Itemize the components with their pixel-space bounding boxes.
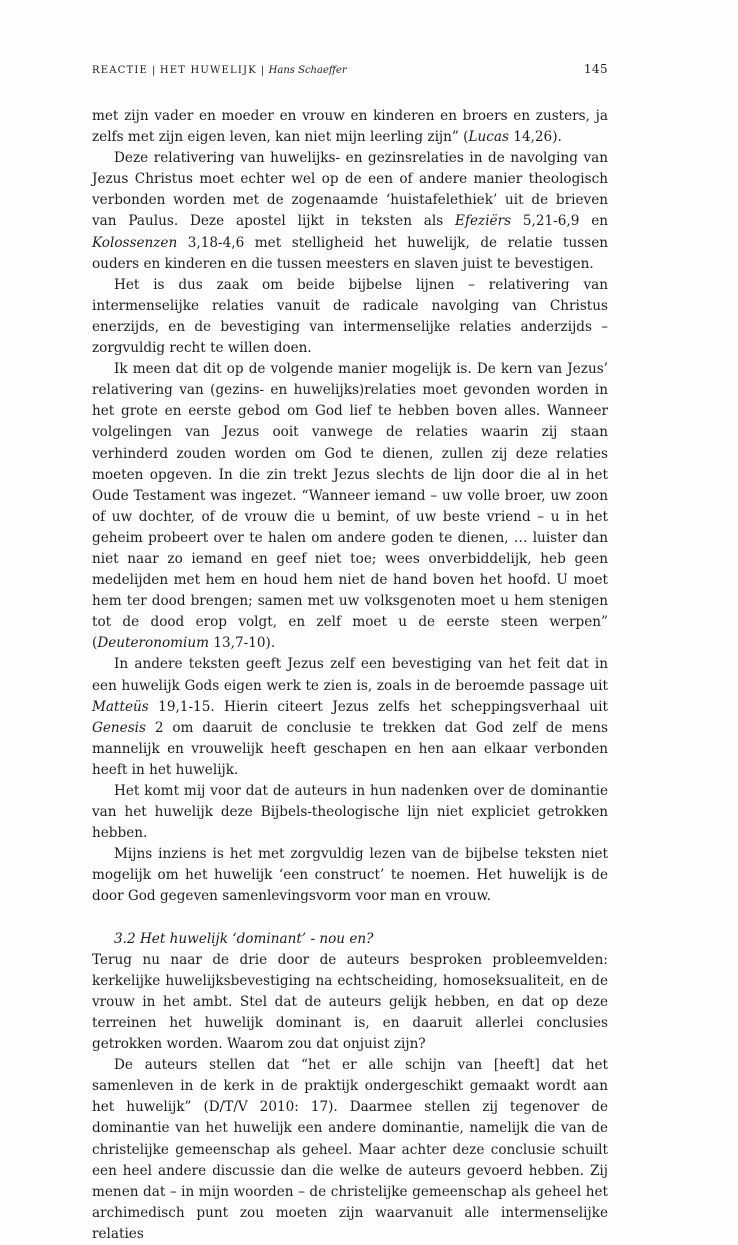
scripture-reference: Genesis bbox=[92, 719, 147, 736]
section-label: REACTIE bbox=[92, 65, 149, 76]
separator: | bbox=[260, 65, 265, 76]
scripture-reference: Efeziërs bbox=[455, 213, 512, 230]
scripture-reference: Kolossenzen bbox=[92, 234, 178, 251]
scripture-reference: Lucas bbox=[468, 129, 509, 146]
scripture-reference: Matteüs bbox=[92, 698, 149, 715]
separator: | bbox=[152, 65, 156, 76]
section-heading: 3.2 Het huwelijk ‘dominant’ - nou en? bbox=[114, 930, 374, 947]
paragraph: Deze relativering van huwelijks- en gezinsrelaties in de navolging van Jezus Christus moet echter wel op de een of andere manier theologisch verbonden worden met de zogenaamde ‘huistafelethiek’ uit de brieven van Paulus. Deze apostel lijkt in teksten als Efeziërs 5,21-6,9 en Kolossenzen 3,18-4,6 met stelligheid het huwelijk, de relatie tussen ouders en kinderen en die tussen meesters en slaven juist te bevestigen. bbox=[92, 150, 609, 272]
paragraph: Mijns inziens is het met zorgvuldig lezen van de bijbelse teksten niet mogelijk om het huwelijk ‘een construct’ te noemen. Het huwelijk is de door God gegeven samenlevingsvorm voor man en vrouw. bbox=[92, 846, 608, 905]
paragraph: Terug nu naar de drie door de auteurs besproken probleemvelden: kerkelijke huwelijksbevestiging na echtscheiding, homoseksualiteit, en de vrouw in het ambt. Stel dat de auteurs gelijk hebben, en dat op deze terreinen het huwelijk dominant is, en daaruit allerlei conclusies getrokken worden. Waarom zou dat onjuist zijn? bbox=[92, 951, 608, 1053]
topic-label: HET HUWELIJK bbox=[159, 65, 257, 76]
page-number: 145 bbox=[583, 62, 608, 76]
paragraph: Het is dus zaak om beide bijbelse lijnen – relativering van intermenselijke relaties vanuit de radicale navolging van Christus enerzijds, en de bevestiging van intermenselijke relaties anderzijds – zorgvuldig recht te willen doen. bbox=[92, 276, 608, 357]
paragraph: Het komt mij voor dat de auteurs in hun nadenken over de dominantie van het huwelijk deze Bijbels-theologische lijn niet expliciet getrokken hebben. bbox=[92, 783, 608, 842]
author-name: Hans Schaeffer bbox=[268, 65, 347, 76]
paragraph: Ik meen dat dit op de volgende manier mogelijk is. De kern van Jezus’ relativering van (gezins- en huwelijks)relaties moet gevonden worden in het grote en eerste gebod om God lief te hebben boven alles. Wanneer volgelingen van Jezus ooit vanwege de relaties waarin zij staan verhinderd zouden worden om God te dienen, zullen zij deze relaties moeten opgeven. In die zin trekt Jezus slechts de lijn door die al in het Oude Testament was ingezet. “Wanneer iemand – uw volle broer, uw zoon of uw dochter, of de vrouw die u bemint, of uw beste vriend – u in het geheim probeert over te halen om andere goden te dienen, … luister dan niet naar zo iemand en geef niet toe; wees onverbiddelijk, heb geen medelijden met hem en houd hem niet de hand boven het hoofd. U moet hem ter dood brengen; samen met uw volksgenoten moet u hem stenigen tot de dood erop volgt, en zelf moet u de eerste steen werpen” (Deuteronomium 13,7-10). bbox=[92, 361, 608, 652]
body-text bbox=[92, 106, 608, 1245]
paragraph: met zijn vader en moeder en vrouw en kinderen en broers en zusters, ja zelfs met zijn eigen leven, kan niet mijn leerling zijn” (Lucas 14,26). bbox=[92, 108, 608, 146]
paragraph: De auteurs stellen dat “het er alle schijn van [heeft] dat het samenleven in de kerk in de praktijk ondergeschikt gemaakt wordt aan het huwelijk” (D/T/V 2010: 17). Daarmee stellen zij tegenover de dominantie van het huwelijk een andere dominantie, namelijk die van de christelijke gemeenschap als geheel. Maar achter deze conclusie schuilt een heel andere discussie dan die welke de auteurs gevoerd hebben. Zij menen dat – in mijn woorden – de christelijke gemeenschap als geheel het archimedisch punt zou moeten zijn waarvanuit alle intermenselijke relaties bbox=[92, 1057, 608, 1242]
running-head bbox=[92, 62, 608, 76]
scripture-reference: Deuteronomium bbox=[97, 635, 210, 652]
running-head-title bbox=[92, 65, 347, 76]
paragraph: In andere teksten geeft Jezus zelf een bevestiging van het feit dat in een huwelijk Gods eigen werk te zien is, zoals in de beroemde passage uit Matteüs 19,1-15. Hierin citeert Jezus zelfs het scheppingsverhaal uit Genesis 2 om daaruit de conclusie te trekken dat God zelf de mens mannelijk en vrouwelijk heeft geschapen en hen aan elkaar verbonden heeft in het huwelijk. bbox=[92, 656, 608, 778]
